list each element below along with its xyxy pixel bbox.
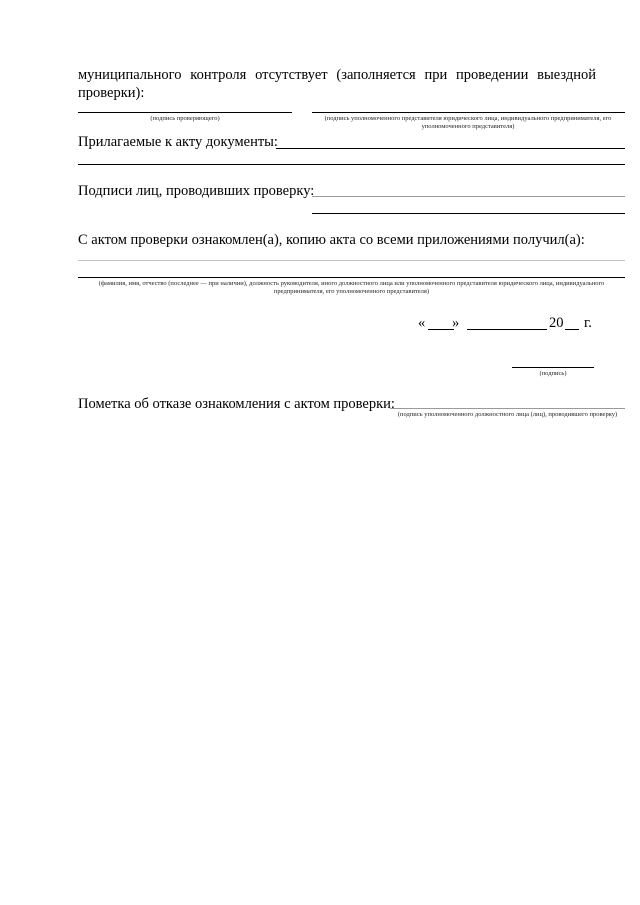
attached-documents-line-2[interactable]	[78, 164, 625, 165]
signature-line[interactable]	[512, 367, 594, 368]
date-year-prefix: 20	[549, 315, 564, 331]
inspector-signature-line-2[interactable]	[312, 213, 625, 214]
inspector-signature-line-1[interactable]	[312, 196, 625, 197]
intro-line-2: проверки):	[78, 85, 145, 101]
acknowledgement-line-1[interactable]	[78, 260, 625, 261]
acknowledgement-label: С актом проверки ознакомлен(а), копию акта со всеми приложениями получил(а):	[78, 232, 585, 248]
date-close-quote: »	[452, 315, 460, 331]
acknowledgement-line-2[interactable]	[78, 277, 625, 278]
attached-documents-label: Прилагаемые к акту документы:	[78, 134, 278, 150]
refusal-caption: (подпись уполномоченного должностного лица (лиц), проводившего проверку)	[397, 411, 618, 418]
date-day-field[interactable]	[428, 315, 454, 330]
inspector-signature-line[interactable]	[78, 112, 292, 113]
intro-line-1: муниципального контроля отсутствует (заполняется при проведении выездной	[78, 67, 596, 83]
representative-signature-caption: (подпись уполномоченного представителя юридического лица, индивидуального предпринимателя, его уполномоченного представителя)	[324, 115, 612, 130]
refusal-signature-line[interactable]	[390, 408, 625, 409]
inspector-signature-caption: (подпись проверяющего)	[150, 115, 220, 122]
acknowledgement-caption: (фамилия, имя, отчество (последнее — при наличии), должность руководителя, иного должностного лица или уполномоченного представителя юридического лица, индивидуального предпринимателя, его уполномоченного представителя)	[98, 280, 605, 295]
signature-caption: (подпись)	[539, 370, 567, 377]
date-suffix: г.	[584, 315, 592, 331]
attached-documents-line-1[interactable]	[276, 148, 625, 149]
date-year-field[interactable]	[565, 315, 579, 330]
date-open-quote: «	[418, 315, 426, 331]
representative-signature-line[interactable]	[312, 112, 625, 113]
date-month-field[interactable]	[467, 315, 547, 330]
refusal-label: Пометка об отказе ознакомления с актом проверки:	[78, 396, 395, 412]
inspectors-signatures-label: Подписи лиц, проводивших проверку:	[78, 183, 315, 199]
